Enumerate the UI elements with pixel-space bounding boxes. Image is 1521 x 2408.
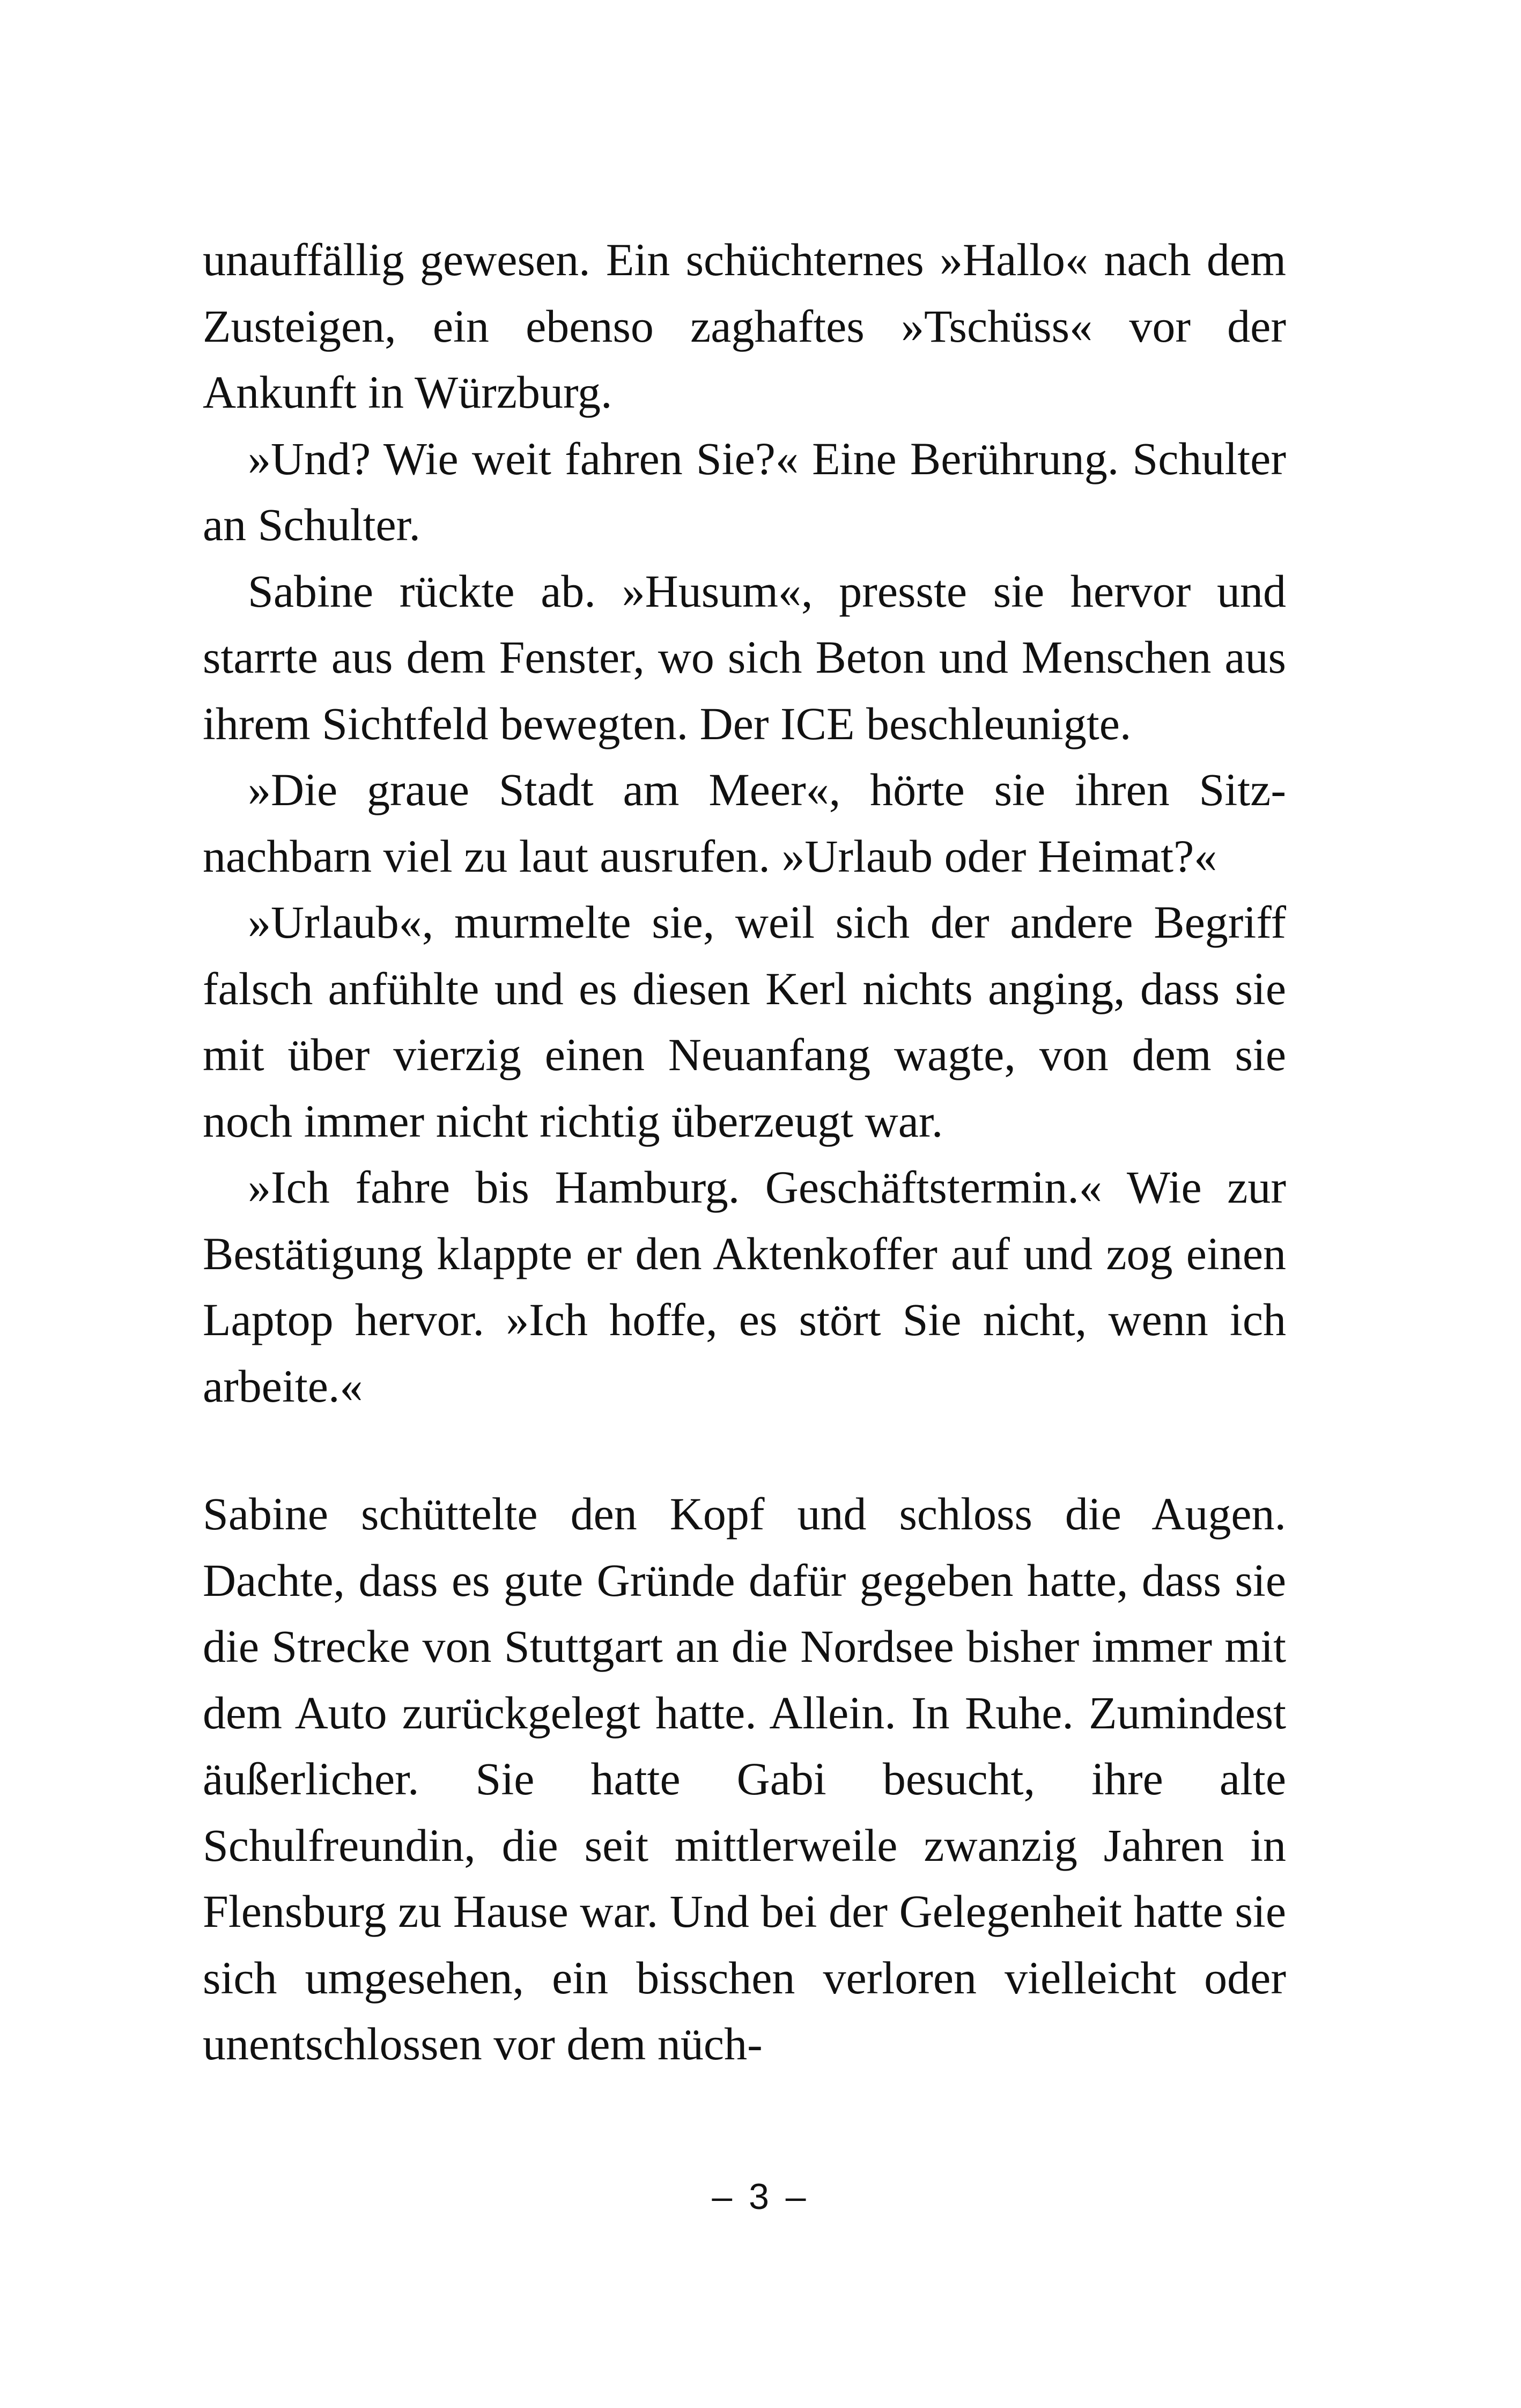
paragraph: »Die graue Stadt am Meer«, hörte sie ihren Sitznachbarn viel zu laut ausrufen. »Urlaub oder Heimat?« [203, 764, 1286, 882]
paragraph: Sabine rückte ab. »Husum«, presste sie hervor und starrte aus dem Fenster, wo sich Beton und Menschen aus ihrem Sichtfeld bewegten. Der ICE beschleunigte. [203, 565, 1286, 749]
paragraph: »Ich fahre bis Hamburg. Geschäftstermin.« Wie zur Bestätigung klappte er den Aktenkoffer auf und zog einen Laptop hervor. »Ich hoffe, es stört Sie nicht, wenn ich arbeite.« [203, 1161, 1286, 1412]
page-number: – 3 – [712, 2176, 809, 2217]
paragraph: unauffällig gewesen. Ein schüchternes »Hallo« nach dem Zusteigen, ein ebenso zaghaftes »Tschüss« vor der Ankunft in Würzburg. [203, 234, 1286, 418]
text-block-upper [203, 227, 1286, 1419]
paragraph: Sabine schüttelte den Kopf und schloss die Augen. Dachte, dass es gute Gründe dafür gegeben hatte, dass sie die Strecke von Stuttgart an die Nordsee bisher immer mit dem Auto zurückgelegt hatte. Allein. In Ruhe. Zumindest äußerlicher. Sie hatte Gabi besucht, ihre alte Schulfreundin, die seit mittlerweile zwanzig Jahren in Flensburg zu Hause war. Und bei der Gelegenheit hatte sie sich umgesehen, ein bisschen verloren vielleicht oder unentschlossen vor dem nüch- [203, 1488, 1286, 2070]
paragraph: »Und? Wie weit fahren Sie?« Eine Berührung. Schulter an Schulter. [203, 432, 1286, 550]
paragraph: »Urlaub«, murmelte sie, weil sich der andere Begriff falsch anfühlte und es diesen Kerl nichts anging, dass sie mit über vierzig einen Neuanfang wagte, von dem sie noch immer nicht richtig überzeugt war. [203, 896, 1286, 1147]
text-block-lower [203, 1481, 1286, 2078]
